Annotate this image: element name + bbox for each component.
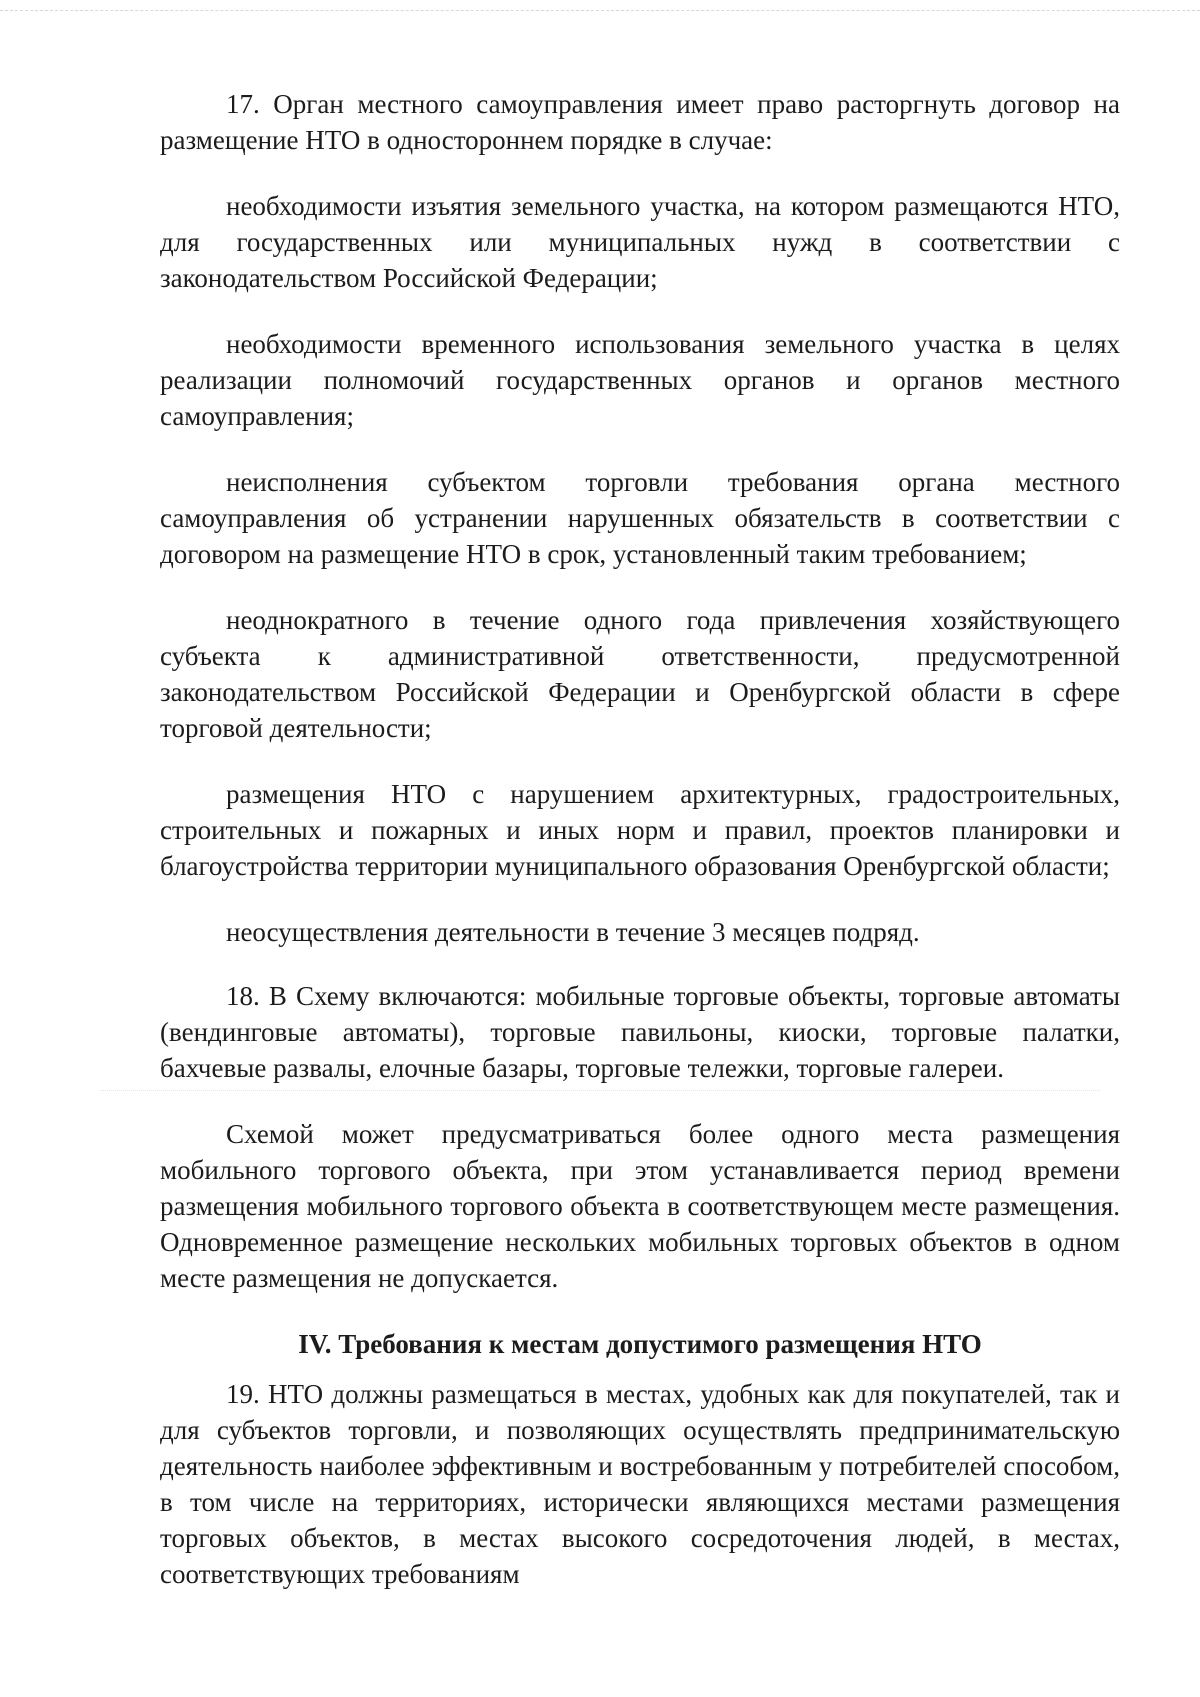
paragraph-scheme-placement: Схемой может предусматриваться более одного места размещения мобильного торгового объекта, при этом устанавливается период времени размещения мобильного торгового объекта в соответствующем месте размещения. Одновременное размещение нескольких мобильных торговых объектов в одном месте размещения не допускается. <box>160 1119 1120 1293</box>
paragraph-norm-violation: размещения НТО с нарушением архитектурных, градостроительных, строительных и пожарных и иных норм и правил, проектов планировки и благоустройства территории муниципального образования Оренбургской области; <box>160 779 1120 881</box>
paragraph-17-intro: 17. Орган местного самоуправления имеет право расторгнуть договор на размещение НТО в одностороннем порядке в случае: <box>160 89 1120 155</box>
paragraph-19-placement: 19. НТО должны размещаться в местах, удобных как для покупателей, так и для субъектов торговли, и позволяющих осуществлять предпринимательскую деятельность наиболее эффективным и востребованным у потребителей способом, в том числе на территориях, исторически являющихся местами размещения торговых объектов, в местах высокого сосредоточения людей, в местах, соответствующих требованиям <box>160 1379 1120 1589</box>
paragraph-land-seizure: необходимости изъятия земельного участка, на котором размещаются НТО, для государственных или муниципальных нужд в соответствии с законодательством Российской Федерации; <box>160 191 1120 293</box>
paragraph-inactivity: неосуществления деятельности в течение 3 месяцев подряд. <box>226 917 920 947</box>
paragraph-repeated-liability: неоднократного в течение одного года привлечения хозяйствующего субъекта к административной ответственности, предусмотренной законодательством Российской Федерации и Оренбургской области в сфере торговой деятельности; <box>160 605 1120 743</box>
paragraph-18-scheme: 18. В Схему включаются: мобильные торговые объекты, торговые автоматы (вендинговые автоматы), торговые павильоны, киоски, торговые палатки, бахчевые развалы, елочные базары, торговые тележки, торговые галереи. <box>160 981 1120 1083</box>
section-heading: IV. Требования к местам допустимого размещения НТО <box>298 1329 982 1359</box>
paragraph-non-fulfillment: неисполнения субъектом торговли требования органа местного самоуправления об устранении нарушенных обязательств в соответствии с договором на размещение НТО в срок, установленный таким требованием; <box>160 467 1120 569</box>
paragraph-temporary-land-use: необходимости временного использования земельного участка в целях реализации полномочий государственных органов и органов местного самоуправления; <box>160 329 1120 431</box>
scan-edge-line <box>0 10 1200 13</box>
document-body <box>160 86 1120 1622</box>
